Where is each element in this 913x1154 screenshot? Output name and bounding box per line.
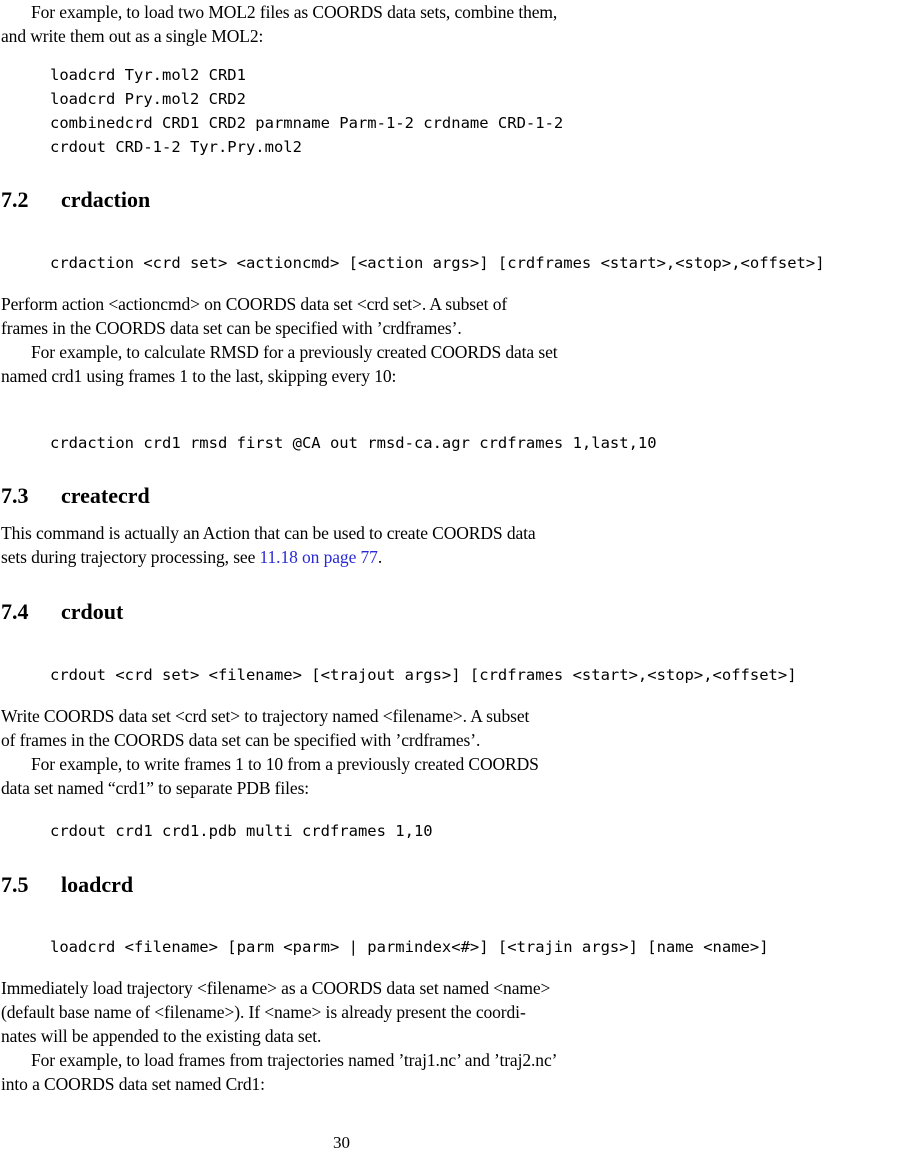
- createcrd-description: [1, 521, 691, 569]
- example-intro-line: named crd1 using frames 1 to the last, skipping every 10:: [1, 366, 397, 386]
- section-number: 7.3: [1, 483, 29, 508]
- example-intro-line: For example, to load frames from trajectories named ’traj1.nc’ and ’traj2.nc’: [31, 1050, 558, 1070]
- section-heading-7-4: [1, 598, 123, 626]
- example-intro-line: data set named “crd1” to separate PDB files:: [1, 778, 310, 798]
- desc-line: nates will be appended to the existing data set.: [1, 1026, 322, 1046]
- section-number: 7.5: [1, 872, 29, 897]
- intro-line-1: For example, to load two MOL2 files as COORDS data sets, combine them,: [31, 2, 558, 22]
- section-title: loadcrd: [61, 872, 134, 897]
- crdaction-example: crdaction crd1 rmsd first @CA out rmsd-ca.agr crdframes 1,last,10: [50, 434, 657, 452]
- crdaction-syntax: crdaction <crd set> <actioncmd> [<action args>] [crdframes <start>,<stop>,<offset>]: [50, 254, 825, 272]
- section-heading-7-5: [1, 871, 133, 899]
- desc-line: Perform action <actioncmd> on COORDS data set <crd set>. A subset of: [1, 294, 508, 314]
- page-number: 30: [333, 1133, 350, 1152]
- crdout-syntax: crdout <crd set> <filename> [<trajout args>] [crdframes <start>,<stop>,<offset>]: [50, 666, 797, 684]
- intro-code-block: [50, 63, 563, 159]
- intro-paragraph: [1, 0, 691, 48]
- desc-line: This command is actually an Action that can be used to create COORDS data: [1, 523, 536, 543]
- cross-reference-link[interactable]: 11.18 on page 77: [259, 547, 378, 567]
- loadcrd-syntax: loadcrd <filename> [parm <parm> | parmindex<#>] [<trajin args>] [name <name>]: [50, 938, 769, 956]
- desc-line-with-link: [1, 545, 691, 569]
- section-number: 7.4: [1, 599, 29, 624]
- section-number: 7.2: [1, 187, 29, 212]
- loadcrd-description: [1, 976, 691, 1096]
- code-line: combinedcrd CRD1 CRD2 parmname Parm-1-2 crdname CRD-1-2: [50, 114, 564, 132]
- section-heading-7-2: [1, 186, 150, 214]
- example-intro-line: For example, to calculate RMSD for a previously created COORDS data set: [31, 342, 558, 362]
- crdaction-description: [1, 292, 691, 388]
- crdout-example: crdout crd1 crd1.pdb multi crdframes 1,10: [50, 822, 433, 840]
- desc-text: sets during trajectory processing, see: [1, 547, 260, 567]
- example-intro-line: into a COORDS data set named Crd1:: [1, 1074, 265, 1094]
- desc-line: frames in the COORDS data set can be specified with ’crdframes’.: [1, 318, 462, 338]
- section-heading-7-3: [1, 482, 150, 510]
- section-title: crdaction: [61, 187, 151, 212]
- example-intro-line: For example, to write frames 1 to 10 from a previously created COORDS: [31, 754, 539, 774]
- desc-line: (default base name of <filename>). If <name> is already present the coordi-: [1, 1002, 526, 1022]
- code-line: loadcrd Pry.mol2 CRD2: [50, 90, 246, 108]
- intro-line-2: and write them out as a single MOL2:: [1, 26, 264, 46]
- desc-line: Immediately load trajectory <filename> as a COORDS data set named <name>: [1, 978, 551, 998]
- desc-line: of frames in the COORDS data set can be specified with ’crdframes’.: [1, 730, 481, 750]
- code-line: loadcrd Tyr.mol2 CRD1: [50, 66, 246, 84]
- section-title: createcrd: [61, 483, 150, 508]
- crdout-description: [1, 704, 691, 800]
- desc-text: .: [377, 547, 383, 567]
- section-title: crdout: [61, 599, 124, 624]
- desc-line: Write COORDS data set <crd set> to trajectory named <filename>. A subset: [1, 706, 530, 726]
- code-line: crdout CRD-1-2 Tyr.Pry.mol2: [50, 138, 302, 156]
